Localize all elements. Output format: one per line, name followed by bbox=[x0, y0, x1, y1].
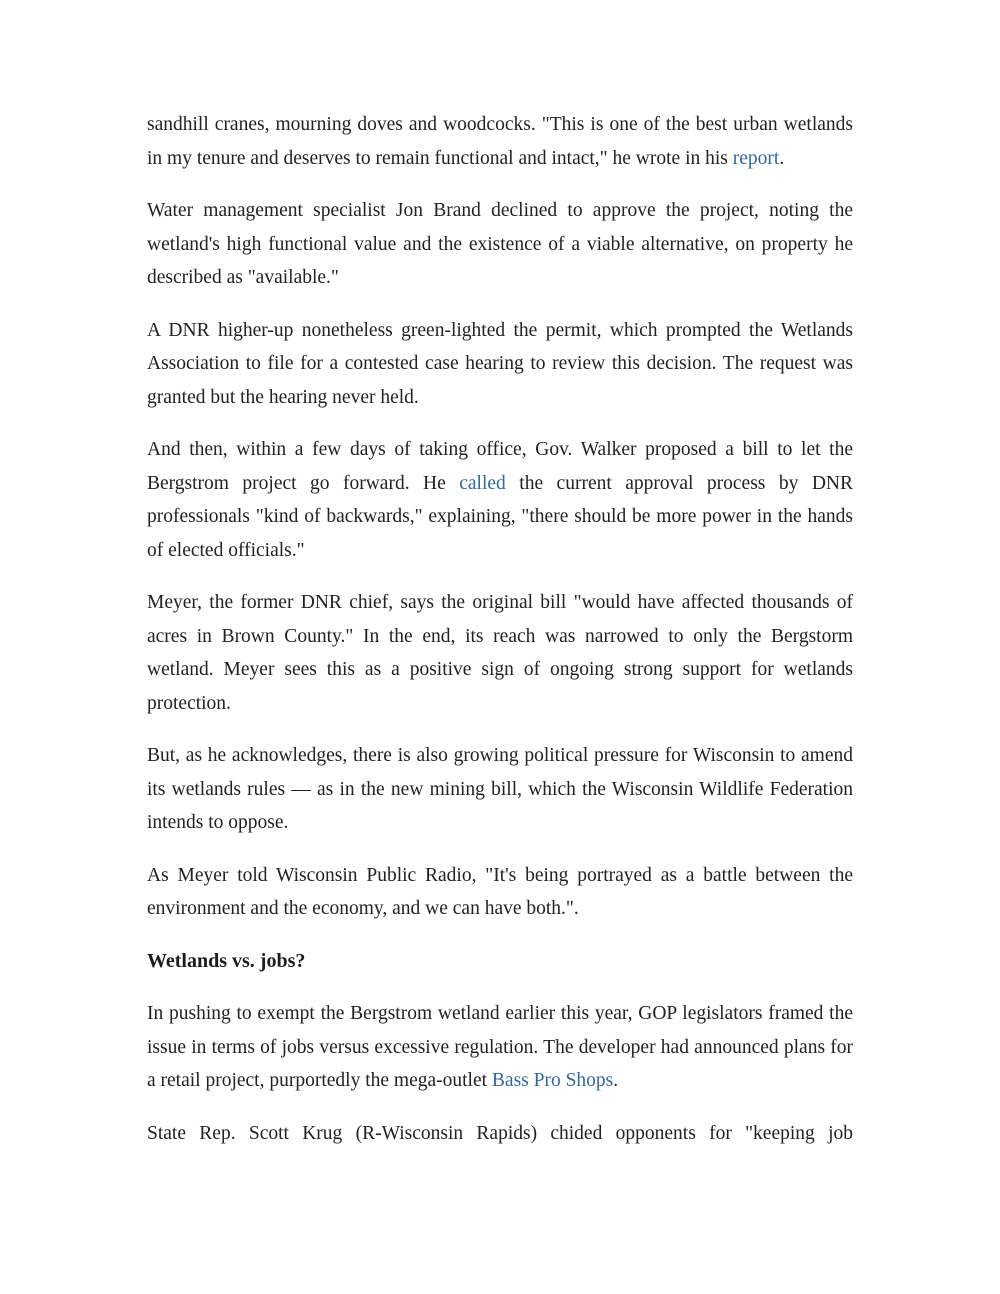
paragraph-text: In pushing to exempt the Bergstrom wetland earlier this year, GOP legislators framed the issue in terms of jobs versus excessive regulation. The developer had announced plans for a retail project, purportedly the mega-outlet bbox=[147, 1003, 853, 1091]
paragraph-scott-krug-cut bbox=[147, 1117, 853, 1151]
section-heading-wetlands-vs-jobs: Wetlands vs. jobs? bbox=[147, 949, 306, 972]
paragraph-public-radio bbox=[147, 859, 853, 926]
paragraph-text: A DNR higher-up nonetheless green-lighted the permit, which prompted the Wetlands Association to file for a contested case hearing to review this decision. The request was granted but the hearing never held. bbox=[147, 319, 853, 408]
paragraph-water-management bbox=[147, 194, 853, 295]
paragraph-gop-legislators bbox=[147, 997, 853, 1098]
bass-pro-shops-link[interactable]: Bass Pro Shops bbox=[491, 1070, 614, 1091]
report-link[interactable]: report bbox=[732, 147, 780, 169]
paragraph-text: sandhill cranes, mourning doves and woodcocks. "This is one of the best urban wetlands in my tenure and deserves to remain functional and intact," he wrote in his bbox=[147, 114, 853, 169]
paragraph-text: Water management specialist Jon Brand declined to approve the project, noting the wetland's high functional value and the existence of a viable alternative, on property he described as "available." bbox=[147, 200, 853, 288]
paragraph-sandhill-cranes bbox=[147, 108, 853, 175]
paragraph-text: . bbox=[613, 1070, 619, 1091]
paragraph-text: . bbox=[779, 147, 785, 169]
paragraph-political-pressure bbox=[147, 739, 853, 840]
paragraph-text: Meyer, the former DNR chief, says the original bill "would have affected thousands of acres in Brown County." In the end, its reach was narrowed to only the Bergstorm wetland. Meyer sees this as a positive sign of ongoing strong support for wetlands protection. bbox=[147, 592, 853, 714]
called-link[interactable]: called bbox=[459, 472, 506, 494]
paragraph-gov-walker bbox=[147, 433, 853, 567]
paragraph-meyer-former-chief bbox=[147, 586, 853, 720]
paragraph-text: the current approval process by DNR professionals "kind of backwards," explaining, "there should be more power in the hands of elected officials." bbox=[147, 472, 853, 561]
paragraph-text: And then, within a few days of taking office, Gov. Walker proposed a bill to let the Bergstrom project go forward. He bbox=[147, 439, 853, 494]
article-body bbox=[147, 0, 853, 1150]
paragraph-text: State Rep. Scott Krug (R-Wisconsin Rapids) chided opponents for "keeping job bbox=[147, 1122, 853, 1144]
paragraph-dnr-higher-up bbox=[147, 314, 853, 415]
paragraph-text: As Meyer told Wisconsin Public Radio, "It's being portrayed as a battle between the environment and the economy, and we can have both.". bbox=[147, 864, 853, 919]
paragraph-text: But, as he acknowledges, there is also growing political pressure for Wisconsin to amend its wetlands rules — as in the new mining bill, which the Wisconsin Wildlife Federation intends to oppose. bbox=[147, 745, 853, 833]
